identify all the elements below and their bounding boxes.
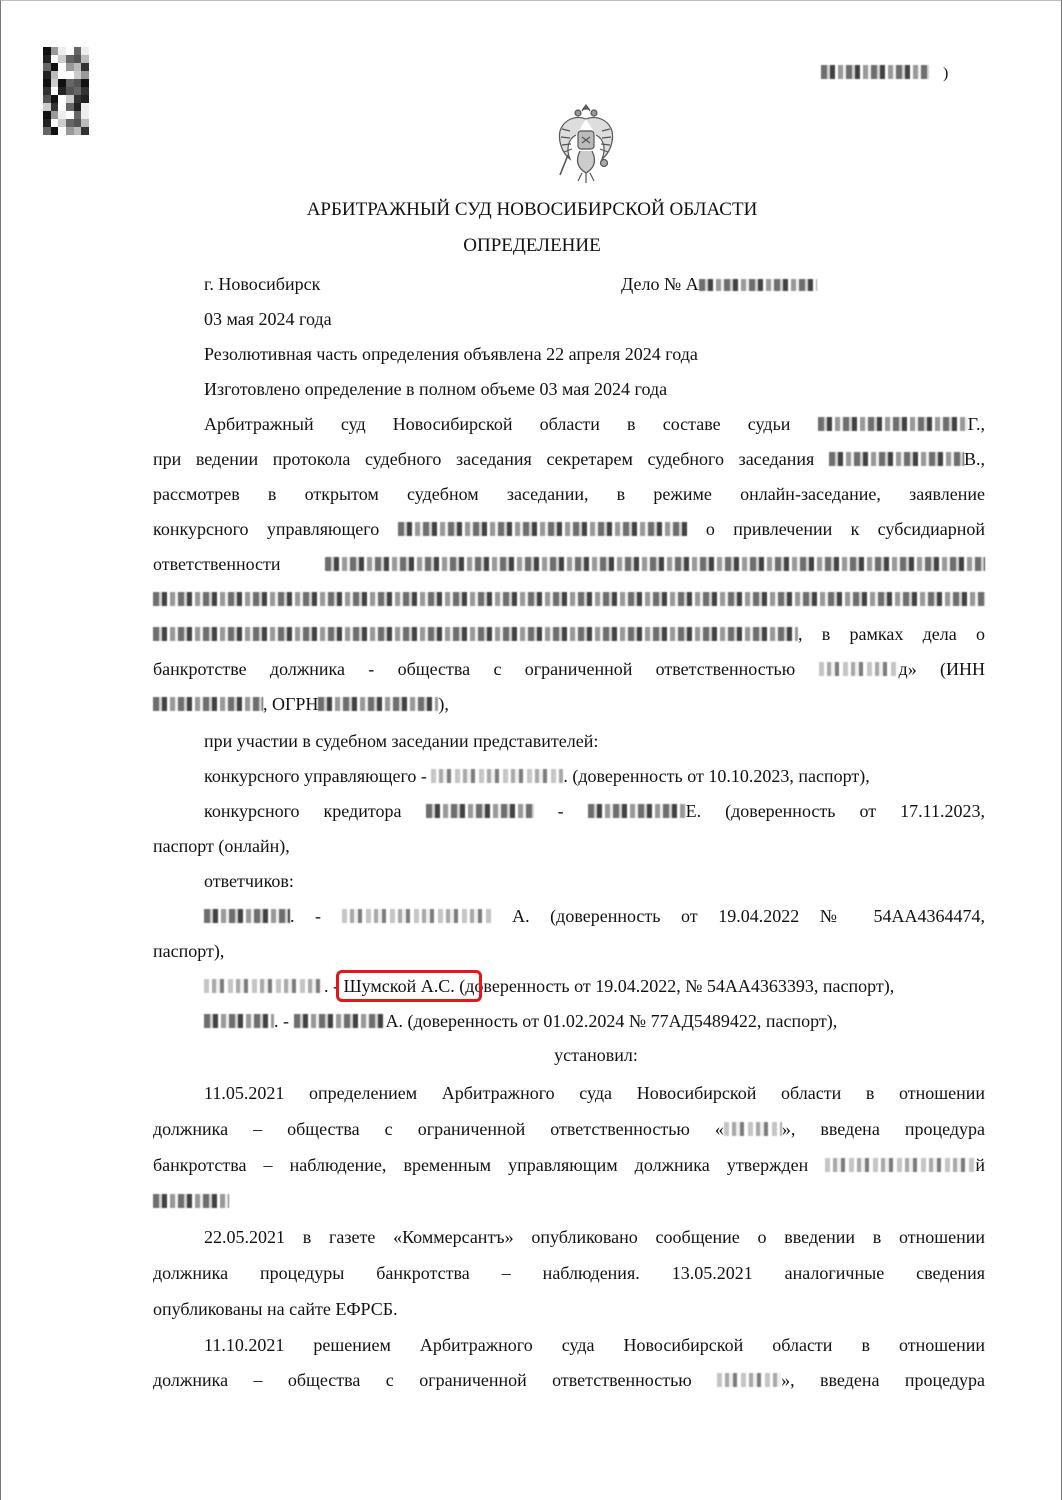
respondents-label: ответчиков:: [204, 871, 294, 891]
para2-line1: 11.05.2021 определением Арбитражного суда Новосибирской области в отношении: [204, 1083, 985, 1103]
full-text-date-line: Изготовлено определение в полном объеме 03 мая 2024 года: [204, 379, 668, 399]
para1-line3: рассмотрев в открытом судебном заседании, в режиме онлайн-заседание, заявление: [153, 484, 985, 504]
para1-line5: ответственности: [153, 553, 985, 575]
redacted-respondent: [204, 979, 324, 993]
para1-line8: банкротстве должника - общества с ограниченной ответственностью д» (ИНН: [153, 659, 985, 679]
para3-line2: должника процедуры банкротства – наблюдения. 13.05.2021 аналогичные сведения: [153, 1263, 985, 1283]
top-right-case-number: ): [821, 65, 961, 81]
redacted-respondents: [325, 557, 985, 571]
redacted-manager-name: [398, 522, 688, 536]
redacted-representative: [431, 769, 563, 783]
para1-line7: , в рамках дела о: [153, 623, 985, 645]
redacted-judge-name: [818, 417, 968, 431]
redacted-company-name: [819, 662, 899, 676]
redacted-ogrn: [318, 697, 438, 711]
redacted-text: [699, 279, 817, 291]
redacted-company-name: [724, 1122, 782, 1136]
para3-line3: опубликованы на сайте ЕФРСБ.: [153, 1299, 398, 1319]
redacted-respondents: [153, 592, 985, 606]
redacted-respondent: [204, 909, 290, 923]
court-name-heading: АРБИТРАЖНЫЙ СУД НОВОСИБИРСКОЙ ОБЛАСТИ: [306, 199, 758, 220]
para1-line4: конкурсного управляющего о привлечении к субсидиарной: [153, 519, 986, 539]
document-type-heading: ОПРЕДЕЛЕНИЕ: [463, 235, 601, 256]
redacted-text: [821, 65, 929, 79]
respondent-1: . - А. (доверенность от 19.04.2022 № 54АА4364474,: [204, 905, 985, 927]
resolution-date-line: Резолютивная часть определения объявлена 22 апреля 2024 года: [204, 344, 698, 364]
para2-line4: [153, 1190, 229, 1212]
case-number: Дело № А: [621, 273, 817, 295]
para4-line1: 11.10.2021 решением Арбитражного суда Новосибирской области в отношении: [204, 1335, 985, 1355]
para1-line1: Арбитражный суд Новосибирской области в составе судьи Г.,: [204, 414, 985, 434]
redacted-representative: [294, 1014, 386, 1028]
para2-line2: должника – общества с ограниченной ответственностью « », введена процедура: [153, 1119, 985, 1139]
participants-intro: при участии в судебном заседании представителей:: [204, 731, 599, 751]
respondent-1-cont: паспорт),: [153, 941, 225, 961]
redacted-secretary-name: [829, 452, 964, 466]
para1-line2: при ведении протокола судебного заседания секретарем судебного заседания В.,: [153, 449, 985, 469]
redacted-inn: [153, 697, 263, 711]
para1-line9: , ОГРН ),: [153, 693, 449, 715]
redacted-respondents: [153, 627, 798, 641]
redacted-creditor: [426, 804, 534, 818]
city: г. Новосибирск: [204, 274, 321, 294]
established-heading: установил:: [554, 1045, 638, 1065]
highlighted-representative-name: Шумской А.С.: [343, 976, 455, 996]
participant-creditor-cont: паспорт (онлайн),: [153, 836, 290, 856]
para3-line1: 22.05.2021 в газете «Коммерсантъ» опубликовано сообщение о введении в отношении: [204, 1227, 985, 1247]
redacted-company-name: [717, 1373, 781, 1387]
para2-line3: банкротства – наблюдение, временным управляющим должника утвержден й: [153, 1155, 986, 1175]
redacted-representative: [588, 804, 686, 818]
redacted-manager-name: [825, 1158, 975, 1172]
redacted-representative: [342, 909, 492, 923]
document-date: 03 мая 2024 года: [204, 309, 332, 329]
respondent-2: . - Шумской А.С. (доверенность от 19.04.2022, № 54АА4363393, паспорт),: [204, 975, 894, 997]
para4-line2: должника – общества с ограниченной ответственностью », введена процедура: [153, 1370, 986, 1390]
para1-line6: [153, 588, 985, 610]
redacted-respondent: [204, 1014, 274, 1028]
participant-manager: конкурсного управляющего - . (доверенность от 10.10.2023, паспорт),: [204, 766, 870, 786]
redacted-manager-name: [153, 1194, 229, 1208]
coat-of-arms-emblem-icon: [554, 101, 618, 187]
red-highlight-box: [336, 970, 482, 1002]
qr-code-icon: [43, 47, 89, 135]
participant-creditor: конкурсного кредитора - Е. (доверенность от 17.11.2023,: [204, 801, 986, 821]
respondent-3: . - А. (доверенность от 01.02.2024 № 77АД5489422, паспорт),: [204, 1010, 837, 1032]
